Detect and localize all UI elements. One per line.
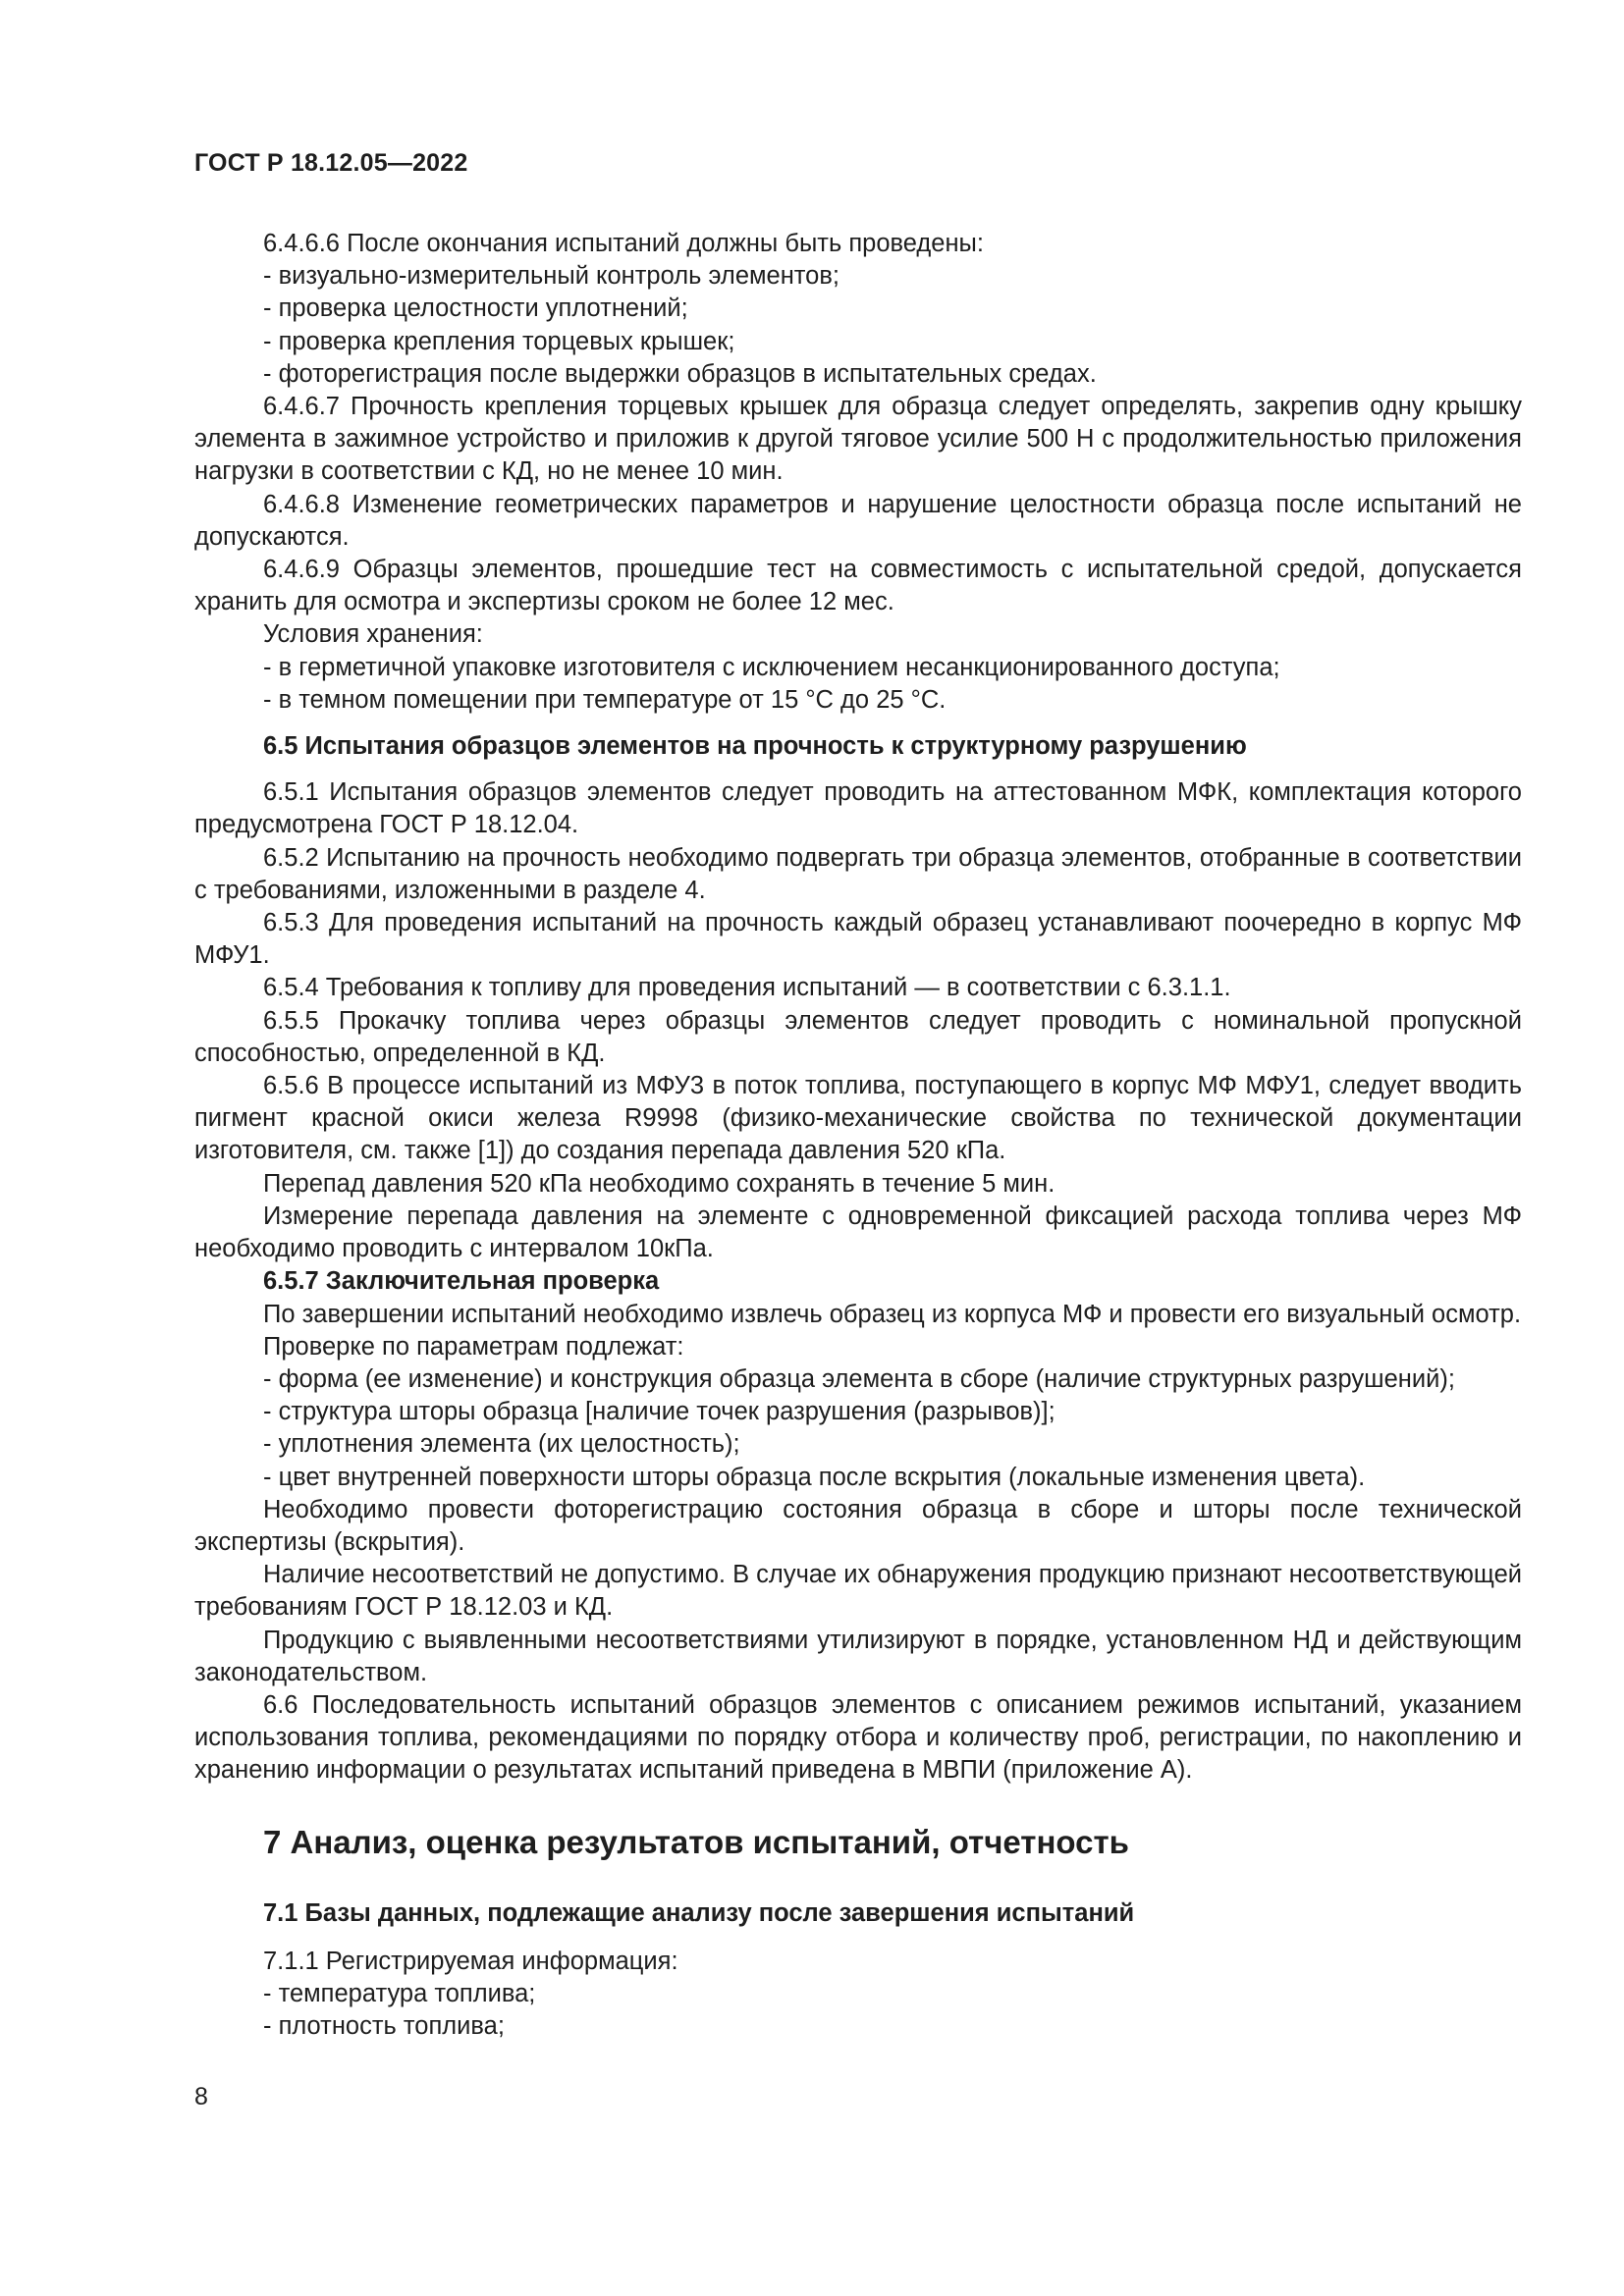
paragraph: 6.5.1 Испытания образцов элементов следует проводить на аттестованном МФК, комплектация которого предусмотрена ГОСТ Р 18.12.04. bbox=[194, 778, 1522, 839]
paragraph: Условия хранения: bbox=[263, 620, 483, 649]
list-item: - уплотнения элемента (их целостность); bbox=[263, 1430, 740, 1459]
list-item: - в герметичной упаковке изготовителя с исключением несанкционированного доступа; bbox=[263, 653, 1280, 681]
paragraph: 6.6 Последовательность испытаний образцов элементов с описанием режимов испытаний, указанием использования топлива, рекомендациями по порядку отбора и количеству проб, регистрации, по накоплению и хранению информации о результатах испытаний приведена в МВПИ (приложение А). bbox=[194, 1690, 1522, 1785]
document-body bbox=[194, 228, 1522, 2043]
paragraph: 6.5.2 Испытанию на прочность необходимо подвергать три образца элементов, отобранные в соответствии с требованиями, изложенными в разделе 4. bbox=[194, 843, 1522, 904]
list-item: - плотность топлива; bbox=[263, 2012, 505, 2041]
page-number: 8 bbox=[194, 2083, 208, 2110]
paragraph: Измерение перепада давления на элементе с одновременной фиксацией расхода топлива через МФ необходимо проводить с интервалом 10кПа. bbox=[194, 1201, 1522, 1263]
paragraph: 7.1.1 Регистрируемая информация: bbox=[263, 1947, 678, 1975]
list-item: - фоторегистрация после выдержки образцов в испытательных средах. bbox=[263, 359, 1097, 388]
chapter-heading-7: 7 Анализ, оценка результатов испытаний, отчетность bbox=[263, 1823, 1129, 1860]
paragraph: По завершении испытаний необходимо извлечь образец из корпуса МФ и провести его визуальный осмотр. bbox=[263, 1300, 1522, 1328]
paragraph: Необходимо провести фоторегистрацию состояния образца в сборе и шторы после технической экспертизы (вскрытия). bbox=[194, 1495, 1522, 1556]
list-item: - в темном помещении при температуре от 15 °С до 25 °С. bbox=[263, 685, 947, 714]
paragraph: Наличие несоответствий не допустимо. В случае их обнаружения продукцию признают несоответствующей требованиям ГОСТ Р 18.12.03 и КД. bbox=[194, 1561, 1522, 1622]
list-item: - структура шторы образца [наличие точек разрушения (разрывов)]; bbox=[263, 1398, 1056, 1426]
subsection-heading-6-5-7: 6.5.7 Заключительная проверка bbox=[263, 1267, 660, 1296]
paragraph: 6.4.6.7 Прочность крепления торцевых крышек для образца следует определять, закрепив одну крышку элемента в зажимное устройство и приложив к другой тяговое усилие 500 Н с продолжительностью приложения нагрузки в соответствии с КД, но не менее 10 мин. bbox=[194, 393, 1522, 486]
paragraph: 6.4.6.6 После окончания испытаний должны быть проведены: bbox=[263, 230, 984, 257]
list-item: - проверка крепления торцевых крышек; bbox=[263, 327, 735, 355]
list-item: - температура топлива; bbox=[263, 1979, 536, 2007]
paragraph: Проверке по параметрам подлежат: bbox=[263, 1332, 684, 1361]
paragraph: 6.5.4 Требования к топливу для проведения испытаний — в соответствии с 6.3.1.1. bbox=[263, 974, 1231, 1002]
list-item: - проверка целостности уплотнений; bbox=[263, 294, 688, 323]
section-heading-7-1: 7.1 Базы данных, подлежащие анализу после завершения испытаний bbox=[263, 1898, 1135, 1927]
page-header-standard-id: ГОСТ Р 18.12.05—2022 bbox=[194, 149, 468, 177]
section-heading-6-5: 6.5 Испытания образцов элементов на прочность к структурному разрушению bbox=[263, 732, 1247, 761]
list-item: - форма (ее изменение) и конструкция образца элемента в сборе (наличие структурных разрушений); bbox=[263, 1364, 1455, 1393]
list-item: - цвет внутренней поверхности шторы образца после вскрытия (локальные изменения цвета). bbox=[263, 1463, 1366, 1491]
paragraph: 6.5.3 Для проведения испытаний на прочность каждый образец устанавливают поочередно в корпус МФ МФУ1. bbox=[194, 909, 1522, 970]
paragraph: 6.5.5 Прокачку топлива через образцы элементов следует проводить с номинальной пропускной способностью, определенной в КД. bbox=[194, 1006, 1522, 1067]
list-item: - визуально-измерительный контроль элементов; bbox=[263, 262, 839, 291]
paragraph: 6.5.6 В процессе испытаний из МФУ3 в поток топлива, поступающего в корпус МФ МФУ1, следует вводить пигмент красной окиси железа R9998 (физико-механические свойства по технической документации изготовителя, см. также [1]) до создания перепада давления 520 кПа. bbox=[194, 1072, 1522, 1165]
paragraph: 6.4.6.9 Образцы элементов, прошедшие тест на совместимость с испытательной средой, допускается хранить для осмотра и экспертизы сроком не более 12 мес. bbox=[194, 556, 1522, 616]
paragraph: 6.4.6.8 Изменение геометрических параметров и нарушение целостности образца после испытаний не допускаются. bbox=[194, 490, 1522, 551]
paragraph: Перепад давления 520 кПа необходимо сохранять в течение 5 мин. bbox=[263, 1169, 1056, 1198]
paragraph: Продукцию с выявленными несоответствиями утилизируют в порядке, установленном НД и действующим законодательством. bbox=[194, 1626, 1522, 1686]
